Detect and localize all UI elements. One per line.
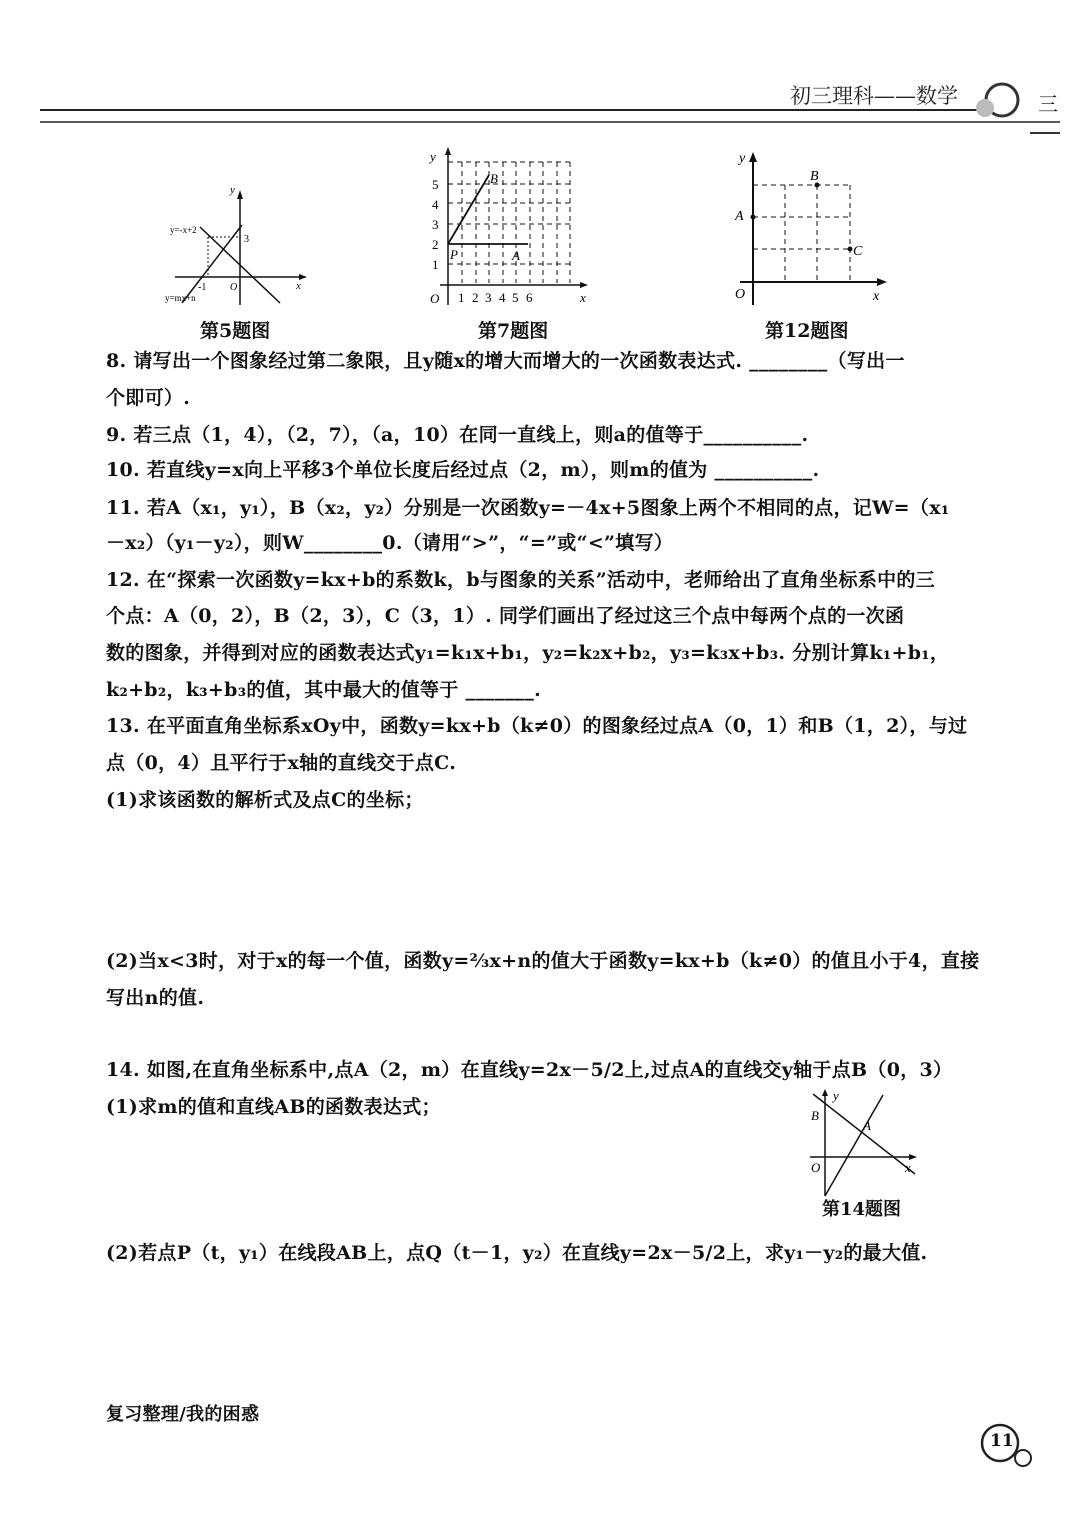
page-number: 11 bbox=[990, 1431, 1014, 1451]
q12-line3: 数的图象，并得到对应的函数表达式y₁=k₁x+b₁，y₂=k₂x+b₂，y₃=k₃x+b₃. 分别计算k₁+b₁， bbox=[106, 642, 950, 664]
fig5-tick-neg1: -1 bbox=[198, 282, 207, 293]
q12-line1: 12. 在“探索一次函数y=kx+b的系数k，b与图象的关系”活动中，老师给出了直角坐标系中的三 bbox=[106, 569, 936, 591]
header-title: 初三理科——数学 bbox=[790, 84, 958, 108]
fig7-y-tick: 3 bbox=[432, 217, 439, 232]
fig7-origin: O bbox=[430, 291, 440, 306]
q13-part2-line1: (2)当x<3时，对于x的每一个值，函数y=⅔x+n的值大于函数y=kx+b（k≠0）的值且小于4，直接 bbox=[106, 950, 980, 972]
q13-line2: 点（0，4）且平行于x轴的直线交于点C. bbox=[106, 752, 457, 774]
figure-14 bbox=[805, 1086, 925, 1198]
q14-line1: 14. 如图,在直角坐标系中,点A（2，m）在直线y=2x－5/2上,过点A的直线交y轴于点B（0，3） bbox=[106, 1059, 953, 1081]
fig12-point-b: B bbox=[810, 169, 819, 184]
fig7-x-tick: 6 bbox=[526, 290, 533, 305]
fig14-origin: O bbox=[811, 1160, 821, 1175]
fig7-y-tick: 5 bbox=[432, 177, 439, 192]
fig7-y-tick: 2 bbox=[432, 237, 439, 252]
q10: 10. 若直线y=x向上平移3个单位长度后经过点（2，m），则m的值为 __________. bbox=[106, 459, 820, 481]
figure-12 bbox=[725, 150, 895, 310]
q12-line2: 个点：A（0，2），B（2，3），C（3，1）. 同学们画出了经过这三个点中每两个点的一次函 bbox=[106, 605, 905, 627]
q11-line2: －x₂）（y₁－y₂），则W________0.（请用“>”，“=”或“<”填写） bbox=[106, 532, 674, 554]
fig12-point-a: A bbox=[735, 209, 744, 224]
fig14-point-a: A bbox=[863, 1118, 871, 1133]
figure-12-caption: 第12题图 bbox=[765, 320, 849, 342]
fig14-y-label: y bbox=[833, 1088, 839, 1103]
fig5-y-label: y bbox=[230, 185, 235, 196]
fig14-point-b: B bbox=[811, 1108, 819, 1123]
fig5-x-label: x bbox=[296, 280, 301, 292]
q8-line2: 个即可）. bbox=[106, 387, 191, 409]
q9: 9. 若三点（1，4），（2，7），（a，10）在同一直线上，则a的值等于__________. bbox=[106, 424, 809, 446]
fig14-x-label: x bbox=[905, 1160, 911, 1175]
fig7-point-p: P bbox=[450, 247, 458, 262]
fig12-x-label: x bbox=[873, 289, 880, 304]
figure-5 bbox=[160, 185, 310, 310]
fig12-point-c: C bbox=[853, 244, 863, 259]
q12-line4: k₂+b₂，k₃+b₃的值，其中最大的值等于 _______. bbox=[106, 679, 542, 701]
q14-part2: (2)若点P（t，y₁）在线段AB上，点Q（t－1，y₂）在直线y=2x－5/2上，求y₁－y₂的最大值. bbox=[106, 1242, 928, 1264]
fig7-x-tick: 3 bbox=[485, 290, 492, 305]
fig7-point-a: A bbox=[512, 248, 520, 263]
fig12-origin: O bbox=[735, 287, 746, 302]
fig5-tick-3: 3 bbox=[244, 234, 249, 245]
fig7-y-tick: 4 bbox=[432, 197, 439, 212]
fig5-line1-label: y=-x+2 bbox=[170, 225, 197, 235]
fig7-x-tick: 4 bbox=[499, 290, 506, 305]
fig12-y-label: y bbox=[739, 151, 746, 166]
q8-line1: 8. 请写出一个图象经过第二象限，且y随x的增大而增大的一次函数表达式. ________（写出一 bbox=[106, 350, 905, 372]
figure-5-caption: 第5题图 bbox=[200, 320, 271, 342]
header-rule bbox=[0, 0, 1080, 140]
figure-7-caption: 第7题图 bbox=[478, 320, 549, 342]
q13-line1: 13. 在平面直角坐标系xOy中，函数y=kx+b（k≠0）的图象经过点A（0，1）和B（1，2），与过 bbox=[106, 715, 968, 737]
q13-part2-line2: 写出n的值. bbox=[106, 987, 205, 1009]
figure-14-caption: 第14题图 bbox=[822, 1199, 902, 1220]
fig7-y-label: y bbox=[430, 149, 436, 164]
fig5-line2-label: y=mx+n bbox=[165, 293, 196, 303]
fig7-x-tick: 1 bbox=[458, 290, 465, 305]
q11-line1: 11. 若A（x₁，y₁），B（x₂，y₂）分别是一次函数y=－4x+5图象上两个不相同的点，记W=（x₁ bbox=[106, 497, 950, 519]
q14-part1: (1)求m的值和直线AB的函数表达式； bbox=[106, 1096, 441, 1118]
header-tab: 三 bbox=[1038, 92, 1058, 116]
figure-7 bbox=[420, 145, 600, 310]
review-heading: 复习整理/我的困惑 bbox=[106, 1404, 260, 1425]
fig7-x-tick: 2 bbox=[472, 290, 479, 305]
fig7-x-tick: 5 bbox=[512, 290, 519, 305]
q13-part1: (1)求该函数的解析式及点C的坐标； bbox=[106, 789, 424, 811]
fig7-y-tick: 1 bbox=[432, 257, 439, 272]
fig7-point-b: B bbox=[490, 171, 498, 186]
fig7-x-label: x bbox=[580, 290, 586, 305]
fig5-origin: O bbox=[230, 282, 238, 293]
